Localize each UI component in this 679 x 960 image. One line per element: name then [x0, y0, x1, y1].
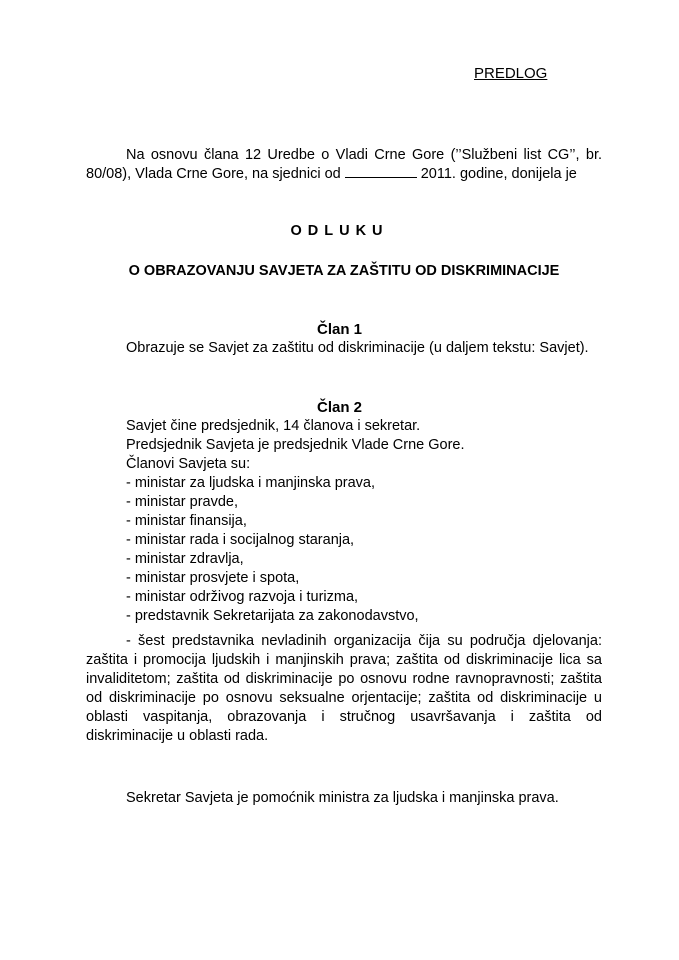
secretary-paragraph	[86, 789, 602, 808]
date-blank-line	[345, 165, 417, 178]
article-2-heading: Član 2	[316, 399, 362, 416]
article-1-heading: Član 1	[316, 321, 362, 338]
document-label-predlog: PREDLOG	[474, 65, 548, 82]
list-item: - ministar finansija,	[126, 513, 247, 529]
ngo-representatives-item	[86, 632, 602, 746]
decision-title: ODLUKU	[290, 223, 389, 239]
list-item: - ministar rada i socijalnog staranja,	[126, 532, 355, 548]
article-2-line: Savjet čine predsjednik, 14 članova i sekretar.	[126, 418, 421, 434]
secretary-text: Sekretar Savjeta je pomoćnik ministra za ljudska i manjinska prava.	[126, 790, 559, 806]
list-item: - ministar zdravlja,	[126, 551, 244, 567]
list-item: - ministar pravde,	[126, 494, 239, 510]
article-1-body: Obrazuje se Savjet za zaštitu od diskriminacije (u daljem tekstu: Savjet).	[126, 340, 589, 356]
list-item: - predstavnik Sekretarijata za zakonodavstvo,	[126, 608, 419, 624]
preamble-paragraph	[86, 146, 602, 184]
article-2-members-list	[126, 417, 602, 626]
preamble-text-end: 2011. godine, donijela je	[420, 166, 577, 182]
list-item: - ministar za ljudska i manjinska prava,	[126, 475, 376, 491]
ngo-item-text: - šest predstavnika nevladinih organizacija čija su područja djelovanja: zaštita i promocija ljudskih i manjinskih prava; zaštita od diskriminacije lica sa invaliditetom; zaštita od diskriminacije po osnovu rodne ravnopravnosti; zaštita od diskriminacije po osnovu seksualne orjentacije; zaštita od diskriminacije u oblasti vaspitanja, obrazovanja i stručnog usavršavanja i zaštita od diskriminacije u oblasti rada.	[86, 633, 602, 744]
article-1-text	[86, 339, 602, 358]
preamble-text-start: Na osnovu člana 12 Uredbe o Vladi Crne Gore (’’Službeni list CG’’, br. 80/08), Vlada Crne Gore, na sjednici od	[86, 147, 602, 182]
decision-subtitle: O OBRAZOVANJU SAVJETA ZA ZAŠTITU OD DISKRIMINACIJE	[128, 263, 560, 279]
list-item: - ministar održivog razvoja i turizma,	[126, 589, 359, 605]
article-2-line: Predsjednik Savjeta je predsjednik Vlade Crne Gore.	[126, 437, 465, 453]
article-2-line: Članovi Savjeta su:	[126, 456, 251, 472]
list-item: - ministar prosvjete i spota,	[126, 570, 300, 586]
